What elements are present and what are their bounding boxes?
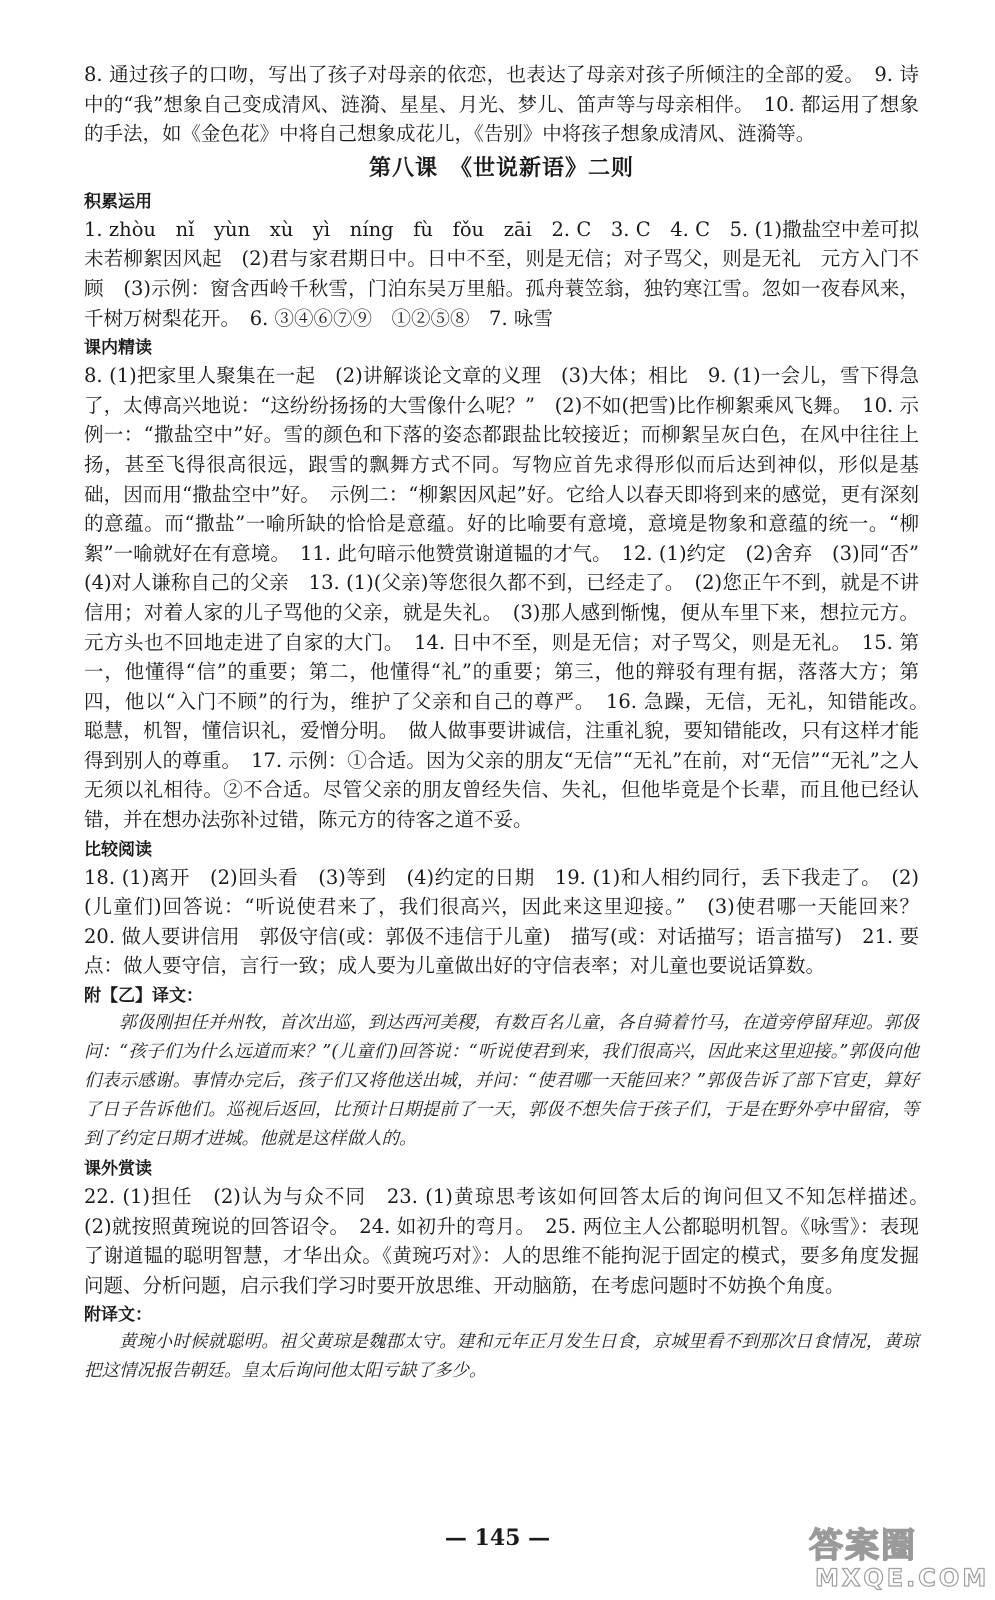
intro-answers: 8. 通过孩子的口吻，写出了孩子对母亲的依恋，也表达了母亲对孩子所倾注的全部的爱。 9. 诗中的“我”想象自己变成清风、涟漪、星星、月光、梦儿、笛声等与母亲相伴。 10. 都运用了想象的手法，如《金色花》中将自己想象成花儿，《告别》中将孩子想象成清风、涟漪等。 xyxy=(84,63,919,146)
translation-b-text: 郭伋刚担任并州牧，首次出巡，到达西河美稷，有数百名儿童，各自骑着竹马，在道旁停留拜迎。郭伋问：“孩子们为什么远道而来？”(儿童们)回答说：“听说使君到来，我们很高兴，因此来这里迎接。”郭伋向他们表示感谢。事情办完后，孩子们又将他送出城，并问：“使君哪一天能回来？”郭伋告诉了部下官吏，算好了日子告诉他们。巡视后返回，比预计日期提前了一天，郭伋不想失信于孩子们，于是在野外亭中留宿，等到了约定日期才进城。他就是这样做人的。 xyxy=(84,1013,919,1150)
section-heading-extra: 课外赏读 xyxy=(84,1159,152,1180)
section-heading-intensive: 课内精读 xyxy=(84,338,152,359)
watermark-text: 答案圈 xyxy=(809,1526,917,1566)
page-content xyxy=(84,60,939,1386)
lesson-title: 第八课 《世说新语》二则 xyxy=(368,154,634,181)
section-heading-translation-b: 附【乙】译文： xyxy=(84,986,203,1007)
section-heading-translation: 附译文： xyxy=(84,1305,152,1326)
intensive-answers: 8. (1)把家里人聚集在一起 (2)讲解谈论文章的义理 (3)大体；相比 9. (1)一会儿，雪下得急了，太傅高兴地说：“这纷纷扬扬的大雪像什么呢？” (2)不如(把雪)比作柳絮乘风飞舞。 10. 示例一：“撒盐空中”好。雪的颜色和下落的姿态都跟盐比较接近；而柳絮呈灰白色，在风中往往上扬，甚至飞得很高很远，跟雪的飘舞方式不同。写物应首先求得形似而后达到神似，形似是基础，因而用“撒盐空中”好。 示例二：“柳絮因风起”好。它给人以春天即将到来的感觉，更有深刻的意蕴。而“撒盐”一喻所缺的恰恰是意蕴。好的比喻要有意境，意境是物象和意蕴的统一。“柳絮”一喻就好在有意境。 11. 此句暗示他赞赏谢道韫的才气。 12. (1)约定 (2)舍弃 (3)同“否” (4)对人谦称自己的父亲 13. (1)(父亲)等您很久都不到，已经走了。 (2)您正午不到，就是不讲信用；对着人家的儿子骂他的父亲，就是失礼。 (3)那人感到惭愧，便从车里下来，想拉元方。元方头也不回地走进了自家的大门。 14. 日中不至，则是无信；对子骂父，则是无礼。 15. 第一，他懂得“信”的重要；第二，他懂得“礼”的重要；第三，他的辩驳有理有据，落落大方；第四，他以“入门不顾”的行为，维护了父亲和自己的尊严。 16. 急躁，无信，无礼，知错能改。 聪慧，机智，懂信识礼，爱憎分明。 做人做事要讲诚信，注重礼貌，要知错能改，只有这样才能得到别人的尊重。 17. 示例：①合适。因为父亲的朋友“无信”“无礼”在前，对“无信”“无礼”之人无须以礼相待。②不合适。尽管父亲的朋友曾经失信、失礼，但他毕竟是个长辈，而且他已经认错，并在想办法弥补过错，陈元方的待客之道不妥。 xyxy=(84,364,939,832)
accumulate-answers: 1. zhòu nǐ yùn xù yì níng fù fǒu zāi 2. C 3. C 4. C 5. (1)撒盐空中差可拟 未若柳絮因风起 (2)君与家君期日中。日中不至，则是无信；对子骂父，则是无礼 元方入门不顾 (3)示例：窗含西岭千秋雪，门泊东吴万里船。孤舟蓑笠翁，独钓寒江雪。忽如一夜春风来，千树万树梨花开。 6. ③④⑥⑦⑨ ①②⑤⑧ 7. 咏雪 xyxy=(84,217,939,330)
section-heading-compare: 比较阅读 xyxy=(84,839,152,860)
extra-answers: 22. (1)担任 (2)认为与众不同 23. (1)黄琼思考该如何回答太后的询问但又不知怎样描述。 (2)就按照黄琬说的回答诏令。 24. 如初升的弯月。 25. 两位主人公都聪明机智。《咏雪》：表现了谢道韫的聪明智慧，才华出众。《黄琬巧对》：人的思维不能拘泥于固定的模式，要多角度发掘问题、分析问题，启示我们学习时要开放思维、开动脑筋，在考虑问题时不妨换个角度。 xyxy=(84,1185,939,1297)
section-heading-accumulate: 积累运用 xyxy=(84,191,152,212)
watermark-logo xyxy=(809,1518,990,1594)
compare-answers: 18. (1)离开 (2)回头看 (3)等到 (4)约定的日期 19. (1)和人相约同行，丢下我走了。 (2)(儿童们)回答说：“听说使君来了，我们很高兴，因此来这里迎接。” (3)使君哪一天能回来？ 20. 做人要讲信用 郭伋守信(或：郭伋不违信于儿童) 描写(或：对话描写；语言描写) 21. 要点：做人要守信，言行一致；成人要为儿童做出好的守信表率；对儿童也要说话算数。 xyxy=(84,865,939,978)
translation-text: 黄琬小时候就聪明。祖父黄琼是魏郡太守。建和元年正月发生日食，京城里看不到那次日食情况，黄琼把这情况报告朝廷。皇太后询问他太阳亏缺了多少。 xyxy=(84,1332,919,1382)
page-number: — 145 — xyxy=(444,1525,551,1551)
watermark-url: MXQE.COM xyxy=(815,1564,990,1592)
